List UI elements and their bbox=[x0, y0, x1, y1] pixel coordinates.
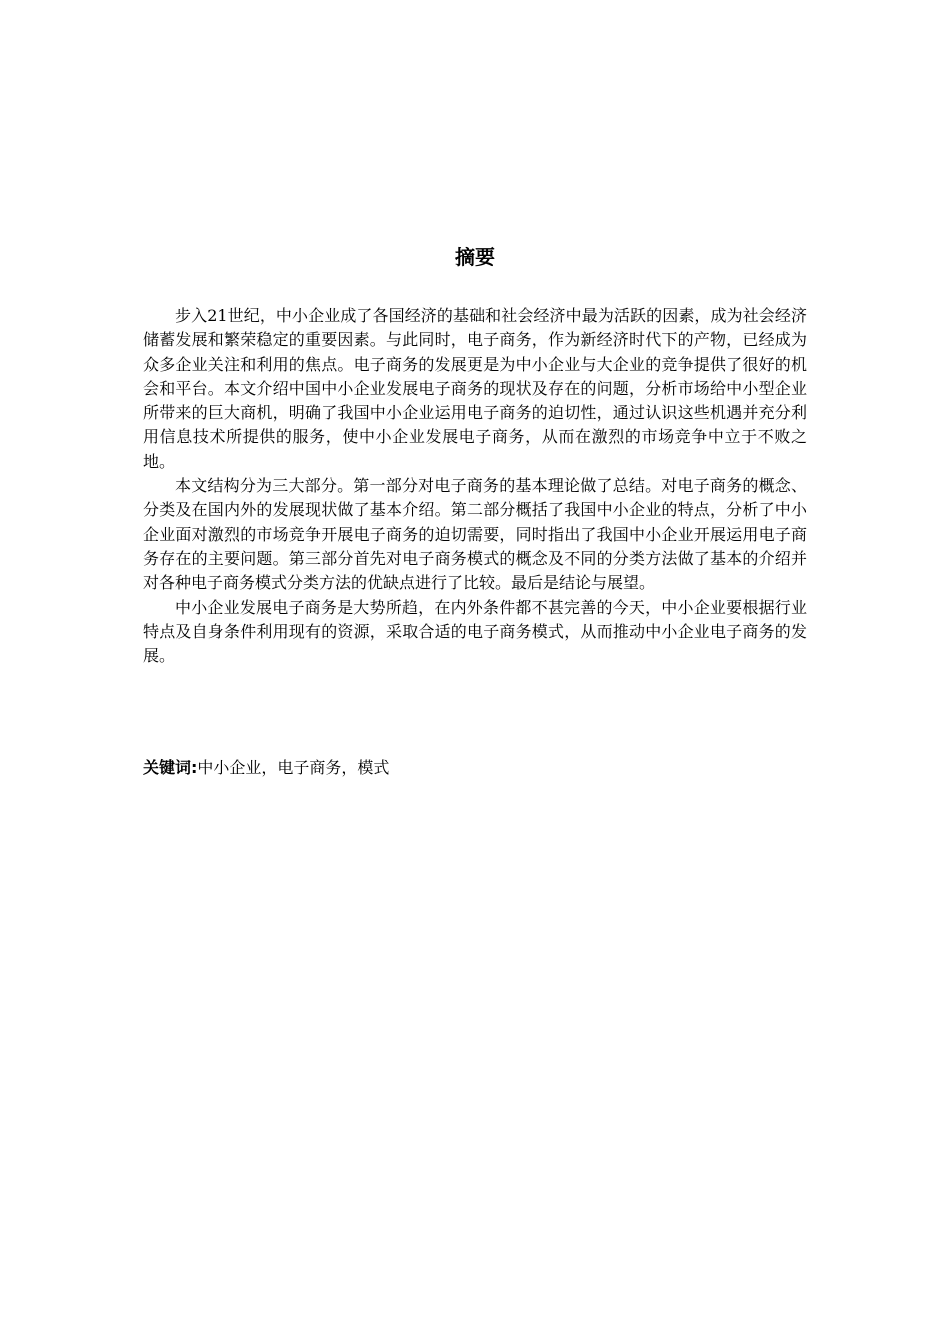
page-title: 摘要 bbox=[455, 245, 495, 269]
abstract-paragraph-3: 中小企业发展电子商务是大势所趋，在内外条件都不甚完善的今天，中小企业要根据行业特点及自身条件利用现有的资源，采取合适的电子商务模式，从而推动中小企业电子商务的发展。 bbox=[143, 597, 807, 666]
keywords-line bbox=[143, 756, 807, 780]
abstract-paragraph-1: 步入21世纪，中小企业成了各国经济的基础和社会经济中最为活跃的因素，成为社会经济储蓄发展和繁荣稳定的重要因素。与此同时，电子商务，作为新经济时代下的产物，已经成为众多企业关注和利用的焦点。电子商务的发展更是为中小企业与大企业的竞争提供了很好的机会和平台。本文介绍中国中小企业发展电子商务的现状及存在的问题，分析市场给中小型企业所带来的巨大商机，明确了我国中小企业运用电子商务的迫切性，通过认识这些机遇并充分利用信息技术所提供的服务，使中小企业发展电子商务，从而在激烈的市场竞争中立于不败之地。 bbox=[143, 306, 807, 471]
keywords-label: 关键词: bbox=[143, 758, 198, 777]
abstract-body bbox=[143, 304, 807, 668]
keywords-value: 中小企业，电子商务，模式 bbox=[197, 758, 390, 777]
abstract-paragraph-2: 本文结构分为三大部分。第一部分对电子商务的基本理论做了总结。对电子商务的概念、分类及在国内外的发展现状做了基本介绍。第二部分概括了我国中小企业的特点，分析了中小企业面对激烈的市场竞争开展电子商务的迫切需要，同时指出了我国中小企业开展运用电子商务存在的主要问题。第三部分首先对电子商务模式的概念及不同的分类方法做了基本的介绍并对各种电子商务模式分类方法的优缺点进行了比较。最后是结论与展望。 bbox=[143, 476, 807, 593]
